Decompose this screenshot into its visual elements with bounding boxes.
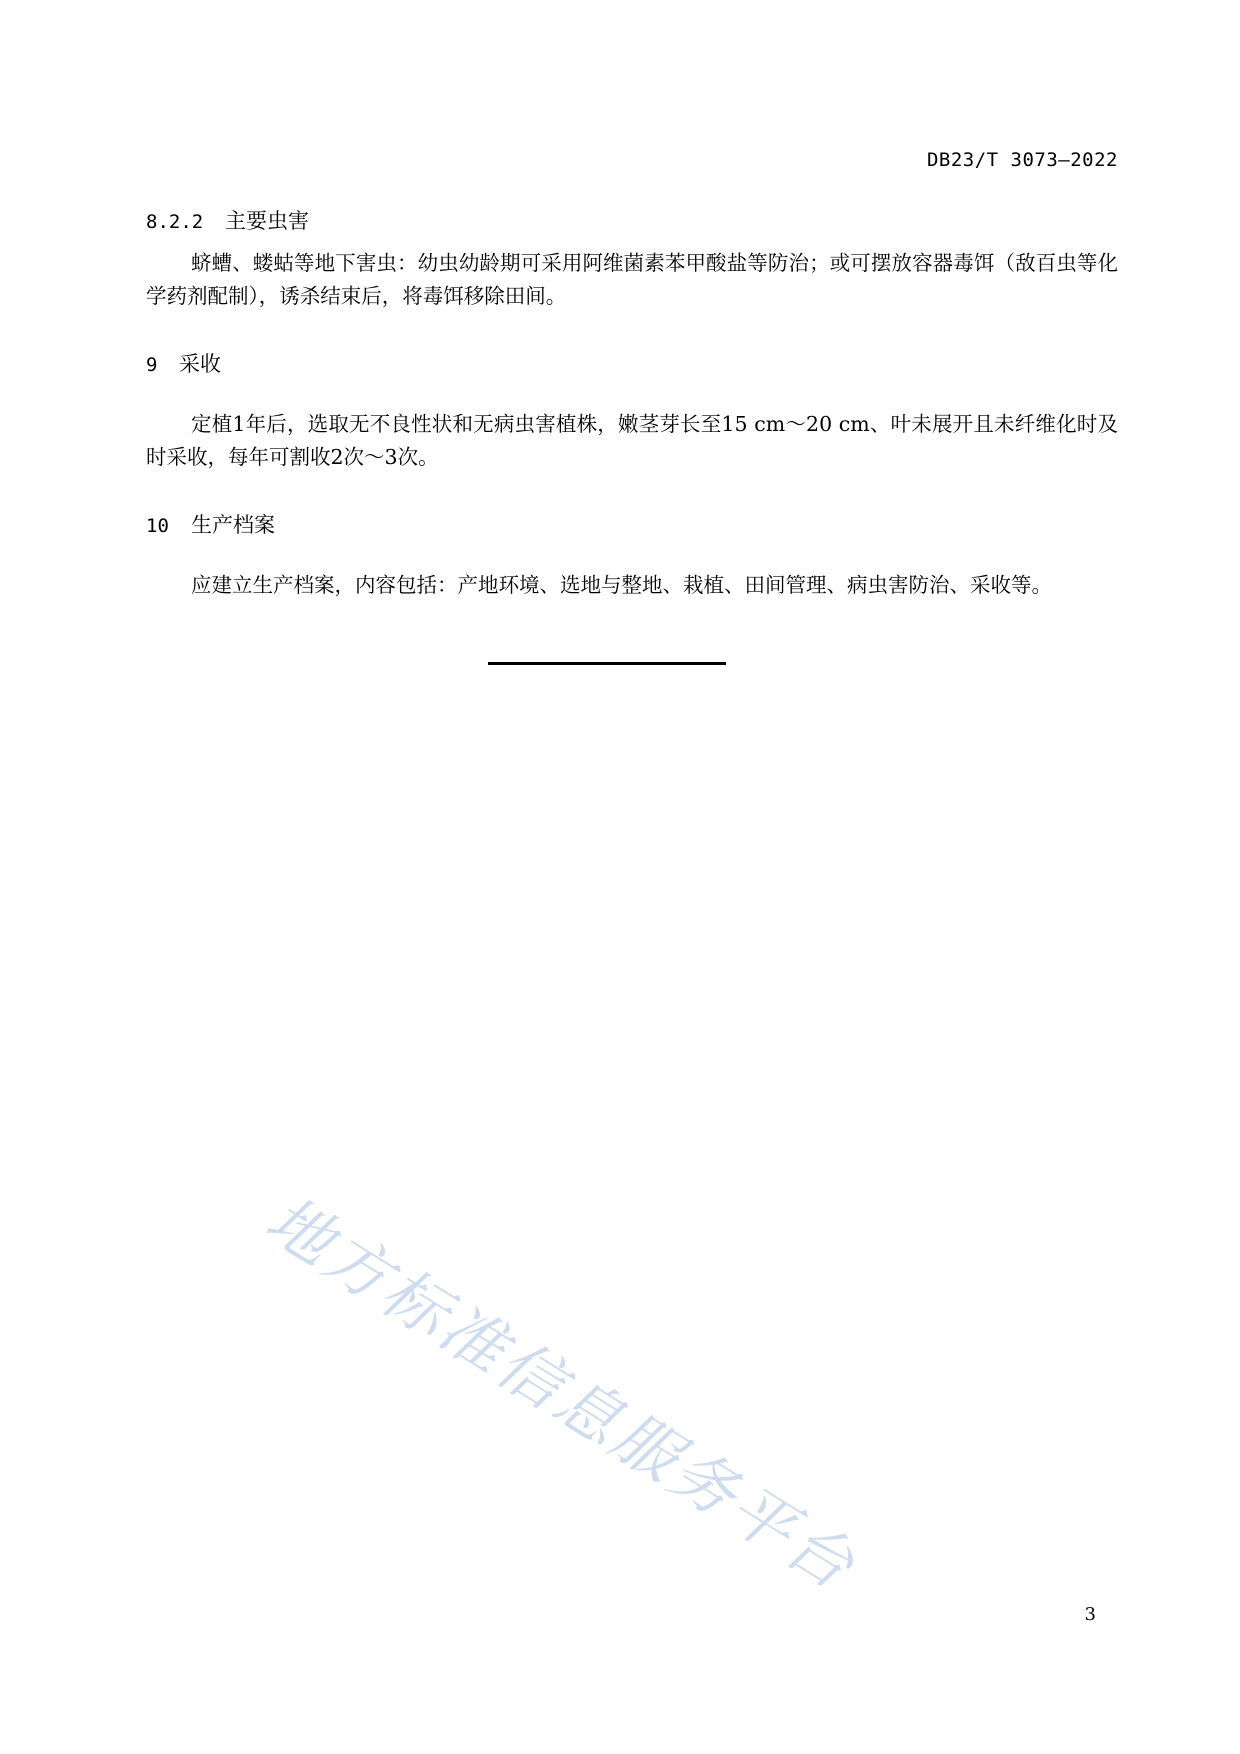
section-title: 采收 xyxy=(179,352,221,376)
section-paragraph-9: 定植1年后，选取无不良性状和无病虫害植株，嫩茎芽长至15 cm～20 cm、叶未展开且未纤维化时及时采收，每年可割收2次〜3次。 xyxy=(146,412,1118,469)
section-number: 10 xyxy=(146,515,169,537)
section-number: 8.2.2 xyxy=(146,211,204,233)
section-heading-8-2-2 xyxy=(146,205,309,235)
document-code: DB23/T 3073—2022 xyxy=(926,149,1118,171)
section-paragraph-8-2-2: 蛴螬、蝼蛄等地下害虫：幼虫幼龄期可采用阿维菌素苯甲酸盐等防治；或可摆放容器毒饵（敌百虫等化学药剂配制），诱杀结束后，将毒饵移除田间。 xyxy=(146,251,1118,308)
section-title: 生产档案 xyxy=(191,513,275,537)
page-number: 3 xyxy=(1084,1604,1096,1625)
section-heading-9 xyxy=(146,348,221,378)
watermark-text: 地方标准信息服务平台 xyxy=(252,1182,869,1606)
section-number: 9 xyxy=(146,354,158,376)
section-title: 主要虫害 xyxy=(225,209,309,233)
end-of-document-rule xyxy=(488,662,726,665)
section-paragraph-10: 应建立生产档案，内容包括：产地环境、选地与整地、栽植、田间管理、病虫害防治、采收等。 xyxy=(191,573,1052,597)
section-heading-10 xyxy=(146,509,275,539)
